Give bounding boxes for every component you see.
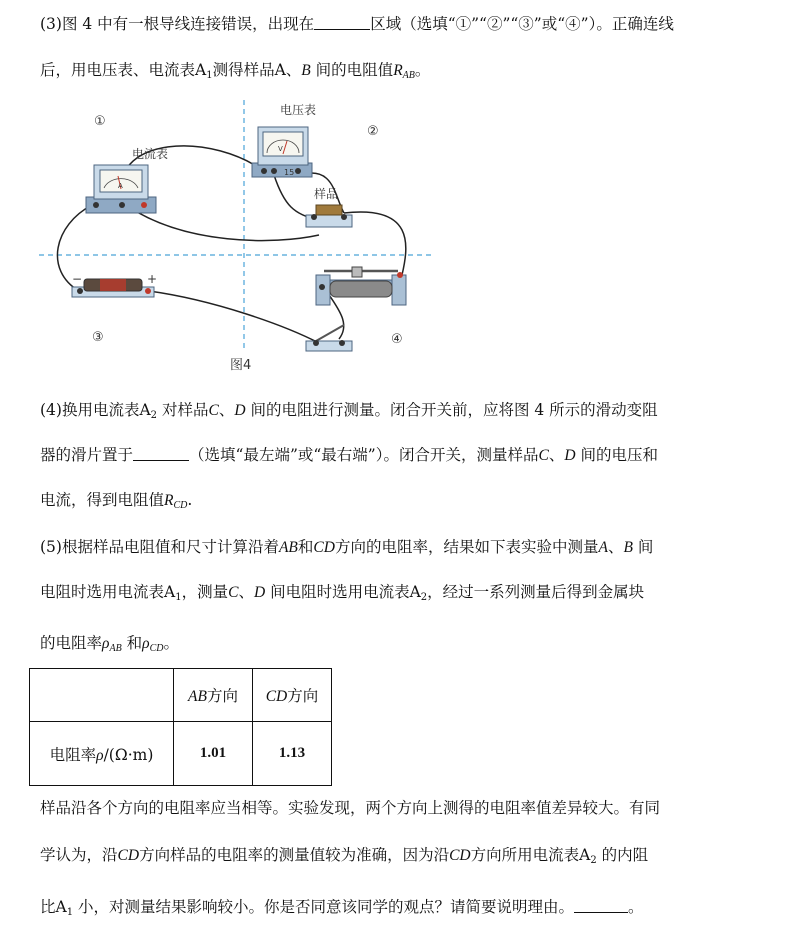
- battery-terminal-plus: [145, 288, 151, 294]
- region-2-label: ②: [367, 124, 379, 139]
- figure-caption: 图4: [230, 358, 252, 373]
- circuit-diagram: [34, 95, 444, 380]
- table-value-ab: 1.01: [174, 722, 253, 786]
- battery-minus-label: −: [72, 272, 83, 286]
- sample-terminal-right: [341, 214, 347, 220]
- voltmeter-range-label: 15: [284, 168, 295, 177]
- rheostat-terminal-right: [397, 272, 403, 278]
- table-value-cd: 1.13: [253, 722, 332, 786]
- q5-line-1: (5)根据样品电阻值和尺寸计算沿着AB和CD方向的电阻率，结果如下表实验中测量A、B 间: [40, 538, 654, 556]
- conclusion-line-3: 比$A_1$ 小，对测量结果影响较小。你是否同意该同学的观点？请简要说明理由。 。: [40, 898, 644, 918]
- voltmeter-terminal-2: [295, 168, 301, 174]
- ammeter-terminal-2: [141, 202, 147, 208]
- q5-line-2: 电阻时选用电流表$A_1$，测量C、D 间电阻时选用电流表$A_2$，经过一系列测量后得到金属块: [40, 583, 645, 603]
- conclusion-line-2: 学认为，沿CD方向样品的电阻率的测量值较为准确，因为沿CD方向所用电流表$A_2$ 的内阻: [40, 846, 649, 866]
- table-row-label: 电阻率ρ/(Ω·m): [30, 722, 174, 786]
- voltmeter-symbol: V: [278, 145, 283, 153]
- q3-line-1: (3)图 4 中有一根导线连接错误，出现在 区域（选填“①”“②”“③”或“④”）。正确连线: [40, 15, 674, 33]
- q3-line-2: 后，用电压表、电流表$A_1$测得样品A、B 间的电阻值$R_{AB}$。: [40, 61, 431, 81]
- voltmeter-terminal-minus: [261, 168, 267, 174]
- ammeter: [86, 146, 168, 213]
- battery-terminal-minus: [77, 288, 83, 294]
- rheostat-slider[interactable]: [352, 267, 362, 277]
- ammeter-terminal-1: [119, 202, 125, 208]
- voltmeter-label: 电压表: [280, 103, 317, 117]
- ammeter-terminal-minus: [93, 202, 99, 208]
- table-corner-cell: [30, 669, 174, 722]
- answer-blank-opinion[interactable]: [574, 898, 628, 913]
- wire-battery-switch: [149, 291, 319, 343]
- ammeter-label: 电流表: [132, 147, 169, 161]
- sample: [306, 186, 352, 227]
- table-header-cd: CD方向: [253, 669, 332, 722]
- table-row: [30, 722, 332, 786]
- ammeter-symbol: A: [118, 182, 123, 190]
- rheostat-terminal-left: [319, 284, 325, 290]
- table-header-ab: AB方向: [174, 669, 253, 722]
- circuit-figure: [34, 95, 444, 380]
- q4-line-2: 器的滑片置于 （选填“最左端”或“最右端”）。闭合开关，测量样品C、D 间的电压和: [40, 446, 658, 464]
- q5-line-3: 的电阻率$\rho_{AB}$ 和$\rho_{CD}$。: [40, 634, 179, 654]
- voltmeter-terminal-1: [271, 168, 277, 174]
- wire-voltmeter-sample: [274, 175, 319, 220]
- answer-blank-region[interactable]: [314, 15, 370, 30]
- region-1-label: ①: [94, 114, 106, 129]
- switch-base: [306, 341, 352, 351]
- rheostat: [316, 267, 406, 305]
- battery-plus-label: +: [147, 272, 158, 286]
- rheostat-coil: [330, 281, 392, 297]
- answer-blank-slider[interactable]: [133, 446, 189, 461]
- wire-sample-rheostat: [344, 212, 406, 275]
- voltmeter: [252, 102, 316, 177]
- sample-terminal-left: [311, 214, 317, 220]
- battery: [72, 272, 157, 297]
- region-3-label: ③: [92, 330, 104, 345]
- sample-label: 样品: [314, 187, 339, 201]
- region-4-label: ④: [391, 332, 403, 347]
- sample-block: [316, 205, 342, 215]
- q4-line-1: (4)换用电流表$A_2$ 对样品C、D 间的电阻进行测量。闭合开关前，应将图 4 所示的滑动变阻: [40, 401, 658, 421]
- resistivity-table: [29, 668, 332, 786]
- q4-line-3: 电流，得到电阻值$R_{CD}$.: [40, 491, 193, 511]
- conclusion-line-1: 样品沿各个方向的电阻率应当相等。实验发现，两个方向上测得的电阻率值差异较大。有同: [40, 799, 661, 817]
- table-header-row: [30, 669, 332, 722]
- switch: [306, 325, 352, 351]
